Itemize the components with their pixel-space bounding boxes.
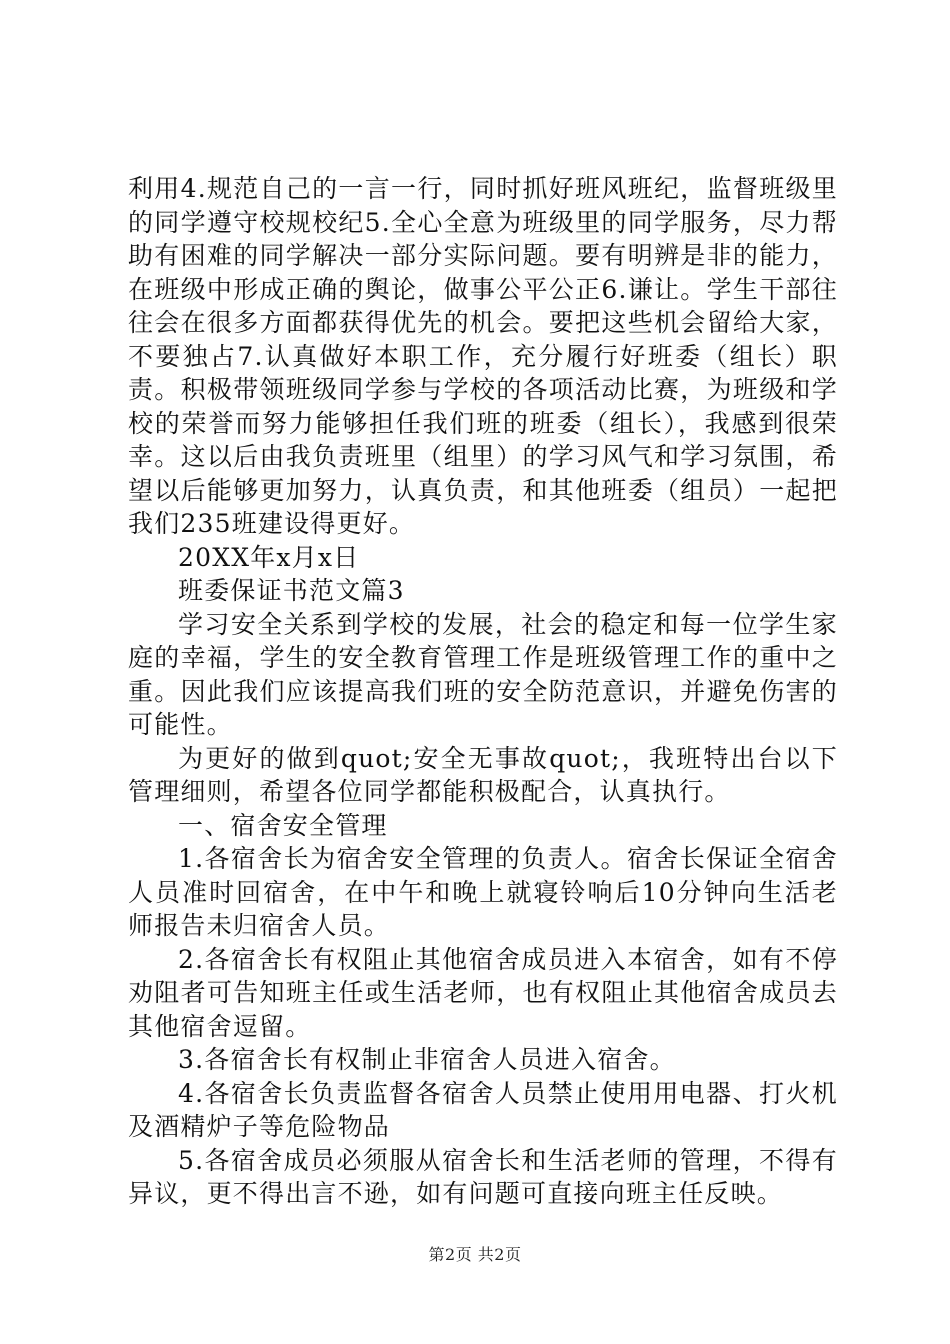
page-footer: 第2页 共2页	[428, 1245, 522, 1264]
date-line: 20XX年x月x日	[178, 542, 360, 572]
paragraph-intro: 学习安全关系到学校的发展，社会的稳定和每一位学生家庭的幸福，学生的安全教育管理工作是班级管理工作的重中之重。因此我们应该提高我们班的安全防范意识，并避免伤害的可能性。	[128, 609, 838, 739]
document-body	[128, 172, 838, 1211]
rule-item-2: 2.各宿舍长有权阻止其他宿舍成员进入本宿舍，如有不停劝阻者可告知班主任或生活老师，也有权阻止其他宿舍成员去其他宿舍逗留。	[128, 944, 838, 1041]
section-title: 班委保证书范文篇3	[178, 576, 405, 605]
rule-item-3: 3.各宿舍长有权制止非宿舍人员进入宿舍。	[178, 1045, 676, 1074]
subsection-heading: 一、宿舍安全管理	[178, 810, 388, 840]
paragraph-purpose: 为更好的做到quot;安全无事故quot;，我班特出台以下管理细则，希望各位同学都能积极配合，认真执行。	[128, 743, 838, 806]
rule-item-5: 5.各宿舍成员必须服从宿舍长和生活老师的管理，不得有异议，更不得出言不逊，如有问题可直接向班主任反映。	[128, 1145, 838, 1208]
rule-item-1: 1.各宿舍长为宿舍安全管理的负责人。宿舍长保证全宿舍人员准时回宿舍，在中午和晚上就寝铃响后10分钟向生活老师报告未归宿舍人员。	[128, 844, 838, 940]
paragraph-continuation: 利用4.规范自己的一言一行，同时抓好班风班纪，监督班级里的同学遵守校规校纪5.全心全意为班级里的同学服务，尽力帮助有困难的同学解决一部分实际问题。要有明辨是非的能力，在班级中形成正确的舆论，做事公平公正6.谦让。学生干部往往会在很多方面都获得优先的机会。要把这些机会留给大家，不要独占7.认真做好本职工作，充分履行好班委（组长）职责。积极带领班级同学参与学校的各项活动比赛，为班级和学校的荣誉而努力能够担任我们班的班委（组长），我感到很荣幸。这以后由我负责班里（组里）的学习风气和学习氛围，希望以后能够更加努力，认真负责，和其他班委（组员）一起把我们235班建设得更好。	[128, 174, 838, 538]
rule-item-4: 4.各宿舍长负责监督各宿舍人员禁止使用用电器、打火机及酒精炉子等危险物品	[128, 1078, 838, 1141]
